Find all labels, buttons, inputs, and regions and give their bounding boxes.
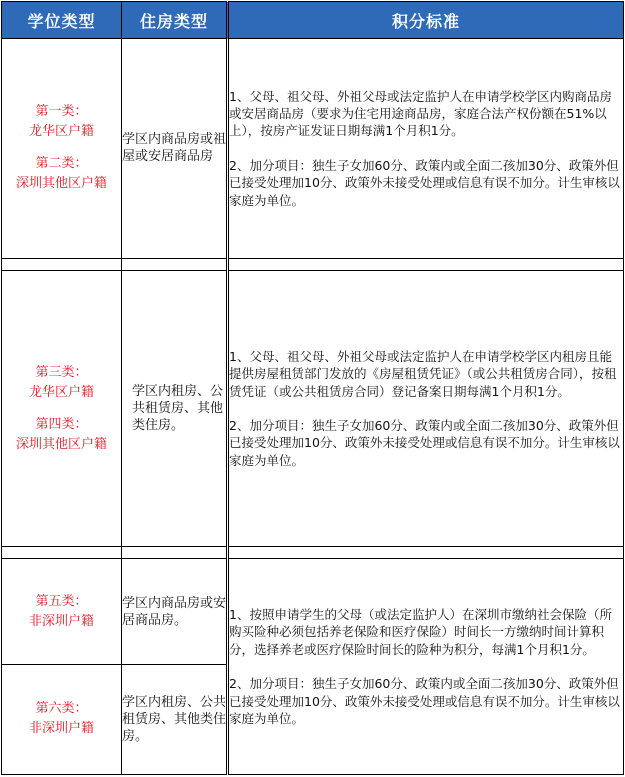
standard-cell-1 [228, 39, 624, 259]
standard-1-rule-2: 2、加分项目：独生子女加60分、政策内或全面二孩加30分、政策外但已接受处理加10分、政策外未接受处理或信息有误不加分。计生审核以家庭为单位。 [229, 157, 620, 208]
housing-type-1: 学区内商品房或祖屋或安居商品房 [122, 39, 228, 259]
row-group-1 [2, 39, 624, 259]
header-degree-type: 学位类型 [2, 2, 122, 39]
category-5-label: 第五类： [35, 593, 88, 609]
separator-row [2, 258, 624, 270]
housing-type-5: 学区内商品房或安居商品房。 [122, 559, 228, 664]
category-1-sub: 龙华区户籍 [28, 124, 94, 140]
category-4-sub: 深圳其他区户籍 [15, 436, 107, 452]
row-group-3a [2, 559, 624, 664]
category-5-sub: 非深圳户籍 [28, 613, 94, 629]
standard-2-rule-2: 2、加分项目：独生子女加60分、政策内或全面二孩加30分、政策外但已接受处理加10分、政策外未接受处理或信息有误不加分。计生审核以家庭为单位。 [229, 418, 620, 468]
category-2-sub: 深圳其他区户籍 [15, 176, 107, 192]
standard-2-rule-1: 1、父母、祖父母、外祖父母或法定监护人在申请学校学区内租房且能提供房屋租赁部门发放的《房屋租赁凭证》（或公共租赁房合同），按租赁凭证（或公共租赁房合同）登记备案日期每满1个月积1分。 [229, 348, 617, 399]
category-6-sub: 非深圳户籍 [28, 721, 94, 737]
category-cell-6 [2, 664, 122, 774]
header-points-standard: 积分标准 [228, 2, 624, 39]
header-housing-type: 住房类型 [122, 2, 228, 39]
points-standard-table [1, 1, 624, 775]
category-cell-5 [2, 559, 122, 664]
housing-type-2: 学区内租房、公共租赁房、其他类住房。 [122, 270, 228, 547]
category-3-sub: 龙华区户籍 [28, 384, 94, 400]
category-cell-1-2 [2, 39, 122, 259]
separator-row [2, 547, 624, 559]
standard-3-rule-2: 2、加分项目：独生子女加60分、政策内或全面二孩加30分、政策外但已接受处理加10分、政策外未接受处理或信息有误不加分。计生审核以家庭为单位。 [229, 676, 620, 726]
category-6-label: 第六类： [35, 701, 88, 717]
standard-cell-3 [228, 559, 624, 775]
housing-type-6: 学区内租房、公共租赁房、其他类住房。 [122, 664, 228, 774]
header-row [2, 2, 624, 39]
standard-1-rule-1: 1、父母、祖父母、外祖父母或法定监护人在申请学校学区内购商品房或安居商品房（要求为住宅用途商品房，家庭合法产权份额在51%以上），按房产证发证日期每满1个月积1分。 [229, 88, 612, 139]
category-3-label: 第三类： [35, 364, 88, 380]
category-4-label: 第四类： [35, 416, 88, 432]
row-group-2 [2, 270, 624, 547]
category-1-label: 第一类： [35, 104, 88, 120]
category-cell-3-4 [2, 270, 122, 547]
standard-cell-2 [228, 270, 624, 547]
standard-3-rule-1: 1、按照申请学生的父母（或法定监护人）在深圳市缴纳社会保险（所购买险种必须包括养老保险和医疗保险）时间长一方缴纳时间计算积分，选择养老或医疗保险时间长的险种为积分，每满1个月积1分。 [229, 606, 612, 657]
category-2-label: 第二类： [35, 156, 88, 172]
